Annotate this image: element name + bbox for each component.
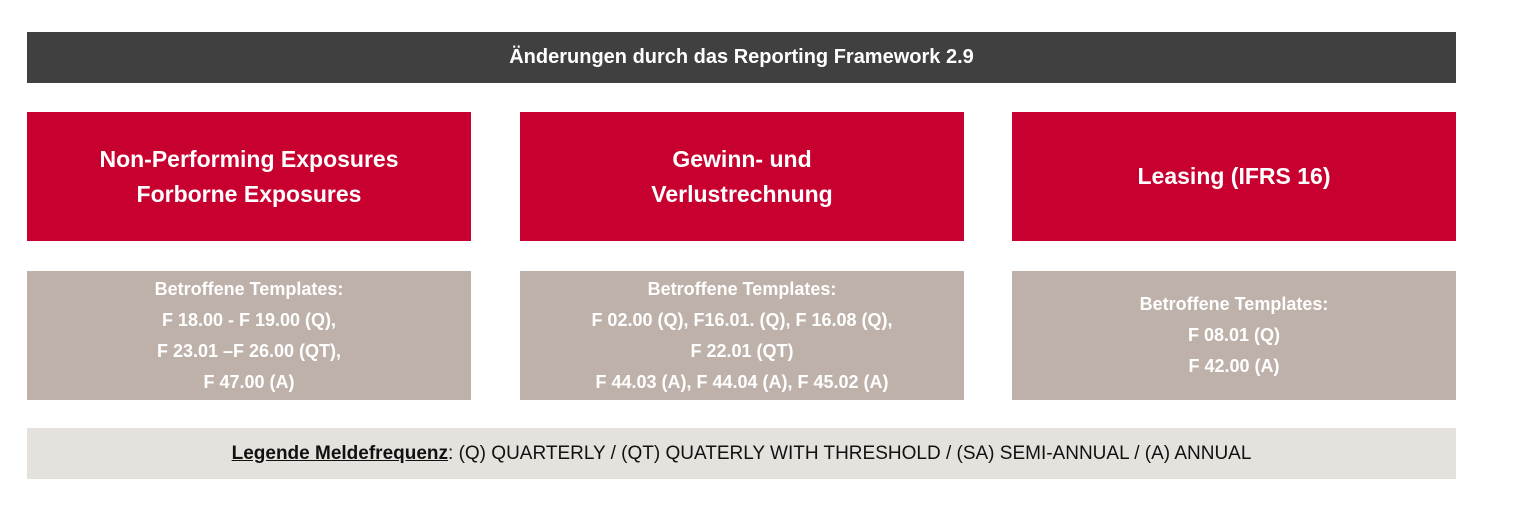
templates-heading: Betroffene Templates: <box>1139 294 1329 314</box>
topic-box-npe <box>27 112 471 241</box>
topic-line: Forborne Exposures <box>136 180 362 207</box>
template-line: F 22.01 (QT) <box>690 340 794 361</box>
topic-line: Verlustrechnung <box>651 180 833 207</box>
template-line: F 02.00 (Q), F16.01. (Q), F 16.08 (Q), <box>591 309 893 330</box>
topic-box-leasing <box>1012 112 1456 241</box>
legend-separator: : <box>448 442 454 464</box>
legend-text: (Q) QUARTERLY / (QT) QUATERLY WITH THRESHOLD / (SA) SEMI-ANNUAL / (A) ANNUAL <box>453 442 1252 464</box>
templates-heading: Betroffene Templates: <box>647 278 837 299</box>
topic-line: Leasing (IFRS 16) <box>1137 163 1331 189</box>
topic-line: Gewinn- und <box>672 145 812 172</box>
templates-heading: Betroffene Templates: <box>154 278 344 299</box>
frequency-legend <box>27 428 1456 479</box>
framework-header <box>27 32 1456 83</box>
template-line: F 47.00 (A) <box>203 371 295 392</box>
framework-title: Änderungen durch das Reporting Framework 2.9 <box>509 46 974 68</box>
template-line: F 18.00 - F 19.00 (Q), <box>161 309 337 330</box>
template-line: F 08.01 (Q) <box>1187 325 1281 345</box>
templates-box-leasing <box>1012 271 1456 400</box>
topic-box-guv <box>520 112 964 241</box>
legend-label: Legende Meldefrequenz <box>231 442 449 464</box>
templates-box-guv <box>520 271 964 400</box>
templates-box-npe <box>27 271 471 400</box>
template-line: F 42.00 (A) <box>1188 356 1280 376</box>
topic-line: Non-Performing Exposures <box>99 145 399 172</box>
template-line: F 44.03 (A), F 44.04 (A), F 45.02 (A) <box>595 371 889 392</box>
template-line: F 23.01 –F 26.00 (QT), <box>156 340 342 361</box>
